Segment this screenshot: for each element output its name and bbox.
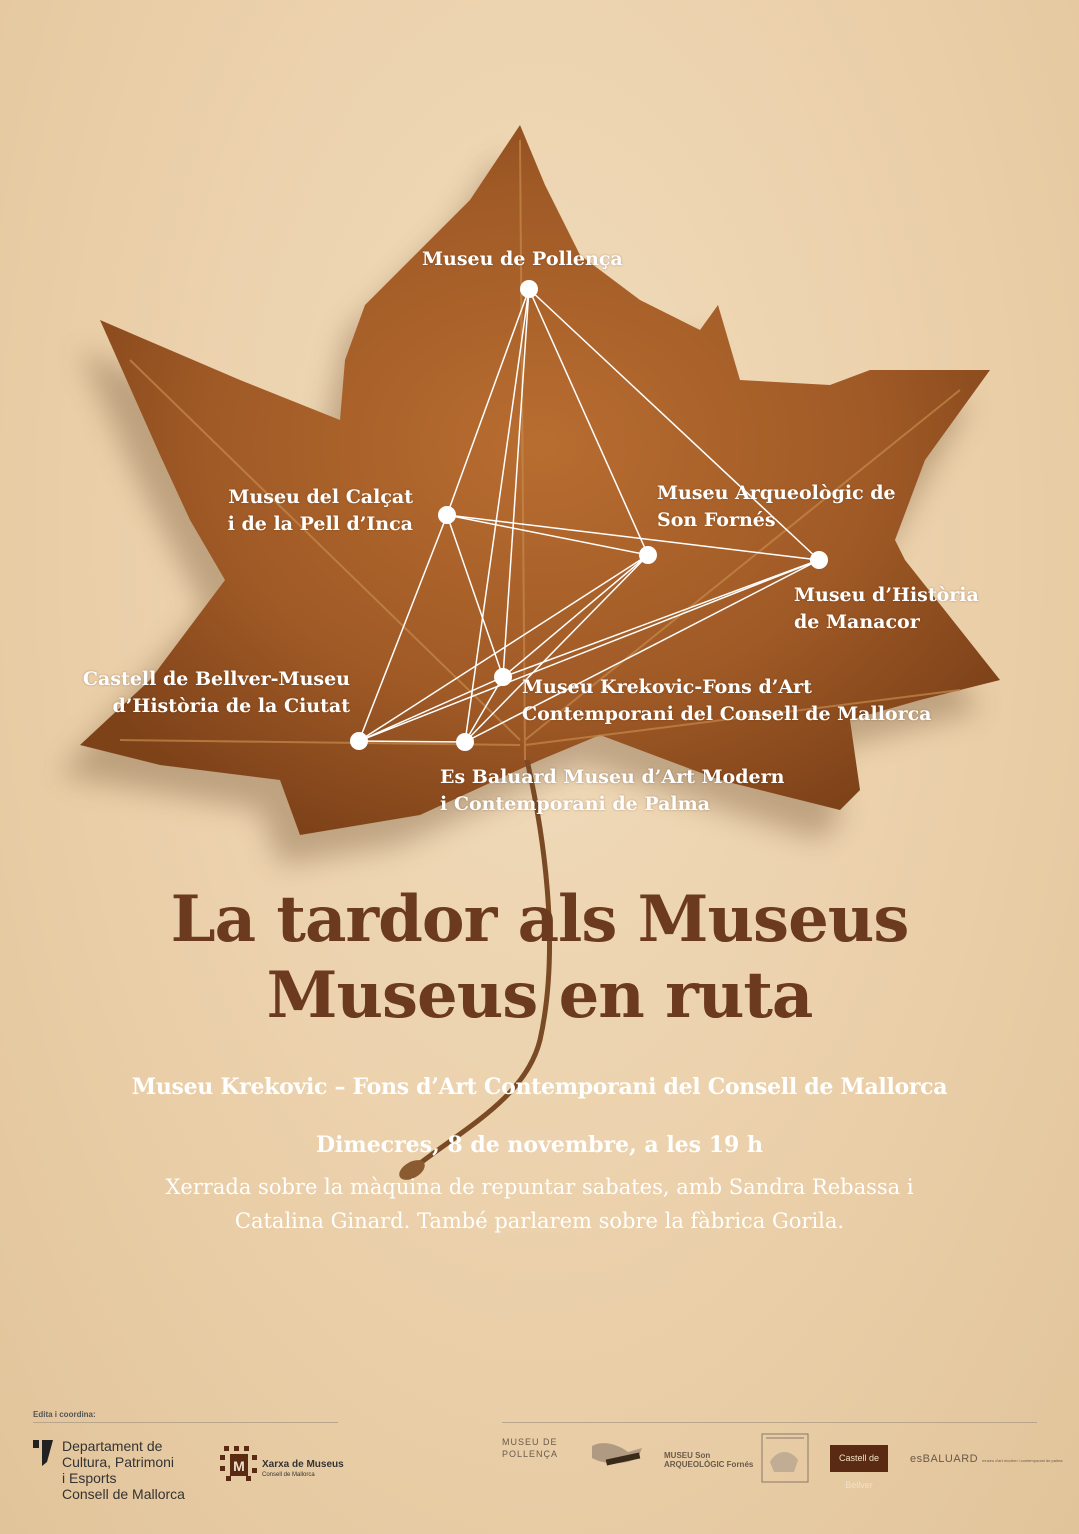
event-date: Dimecres, 8 de novembre, a les 19 h bbox=[315, 1132, 763, 1158]
museum-node-manacor bbox=[810, 551, 828, 569]
museu-calcat-logo-icon bbox=[588, 1438, 644, 1470]
footer-rule-right bbox=[502, 1422, 1037, 1423]
museum-label-manacor: Museu d’Història de Manacor bbox=[794, 584, 979, 633]
edita-label: Edita i coordina: bbox=[33, 1410, 96, 1419]
title-line-2: Museus en ruta bbox=[266, 958, 813, 1033]
museum-label-krekovic: Museu Krekovic-Fons d’Art Contemporani del Consell de Mallorca bbox=[522, 676, 932, 725]
event-venue: Museu Krekovic – Fons d’Art Contemporani del Consell de Mallorca bbox=[131, 1074, 948, 1100]
museum-node-bellver bbox=[350, 732, 368, 750]
museum-node-krekovic bbox=[494, 668, 512, 686]
museu-manacor-logo-icon bbox=[760, 1432, 810, 1484]
museum-label-calcat: Museu del Calçat i de la Pell d’Inca bbox=[227, 486, 413, 535]
museum-node-sonfornes bbox=[639, 546, 657, 564]
svg-text:M: M bbox=[233, 1458, 245, 1474]
museum-label-es-baluard: Es Baluard Museu d’Art Modern i Contemporani de Palma bbox=[440, 766, 785, 815]
event-description: Xerrada sobre la màquina de repuntar sabates, amb Sandra Rebassa i Catalina Ginard. També parlarem sobre la fàbrica Gorila. bbox=[165, 1175, 914, 1233]
museum-label-pollenca: Museu de Pollença bbox=[422, 248, 623, 270]
route-line-bellver-esbaluard bbox=[359, 741, 465, 742]
department-logo-icon bbox=[33, 1440, 57, 1466]
museum-node-calcat bbox=[438, 506, 456, 524]
department-name: Departament de Cultura, Patrimoni i Esports Consell de Mallorca bbox=[62, 1438, 185, 1502]
museum-label-bellver: Castell de Bellver-Museu d’Història de la Ciutat bbox=[82, 668, 350, 717]
xarxa-museus-logo-icon bbox=[220, 1446, 260, 1482]
footer-rule-left bbox=[33, 1422, 338, 1423]
logo-castell-bellver: Castell de Bellver bbox=[830, 1445, 888, 1472]
logo-museu-pollenca: MUSEU DE POLLENÇA bbox=[502, 1437, 559, 1459]
museum-label-son-fornes: Museu Arqueològic de Son Fornés bbox=[657, 482, 896, 531]
logo-son-fornes: MUSEU Son ARQUEOLÒGIC Fornés bbox=[664, 1451, 754, 1469]
museum-node-esbaluard bbox=[456, 733, 474, 751]
title-line-1: La tardor als Museus bbox=[170, 882, 909, 957]
logo-es-baluard: esBALUARD museu d'art modern i contemporani de palma bbox=[910, 1453, 1063, 1465]
xarxa-museus-name: Xarxa de Museus Consell de Mallorca bbox=[262, 1459, 344, 1478]
museum-node-pollenca bbox=[520, 280, 538, 298]
